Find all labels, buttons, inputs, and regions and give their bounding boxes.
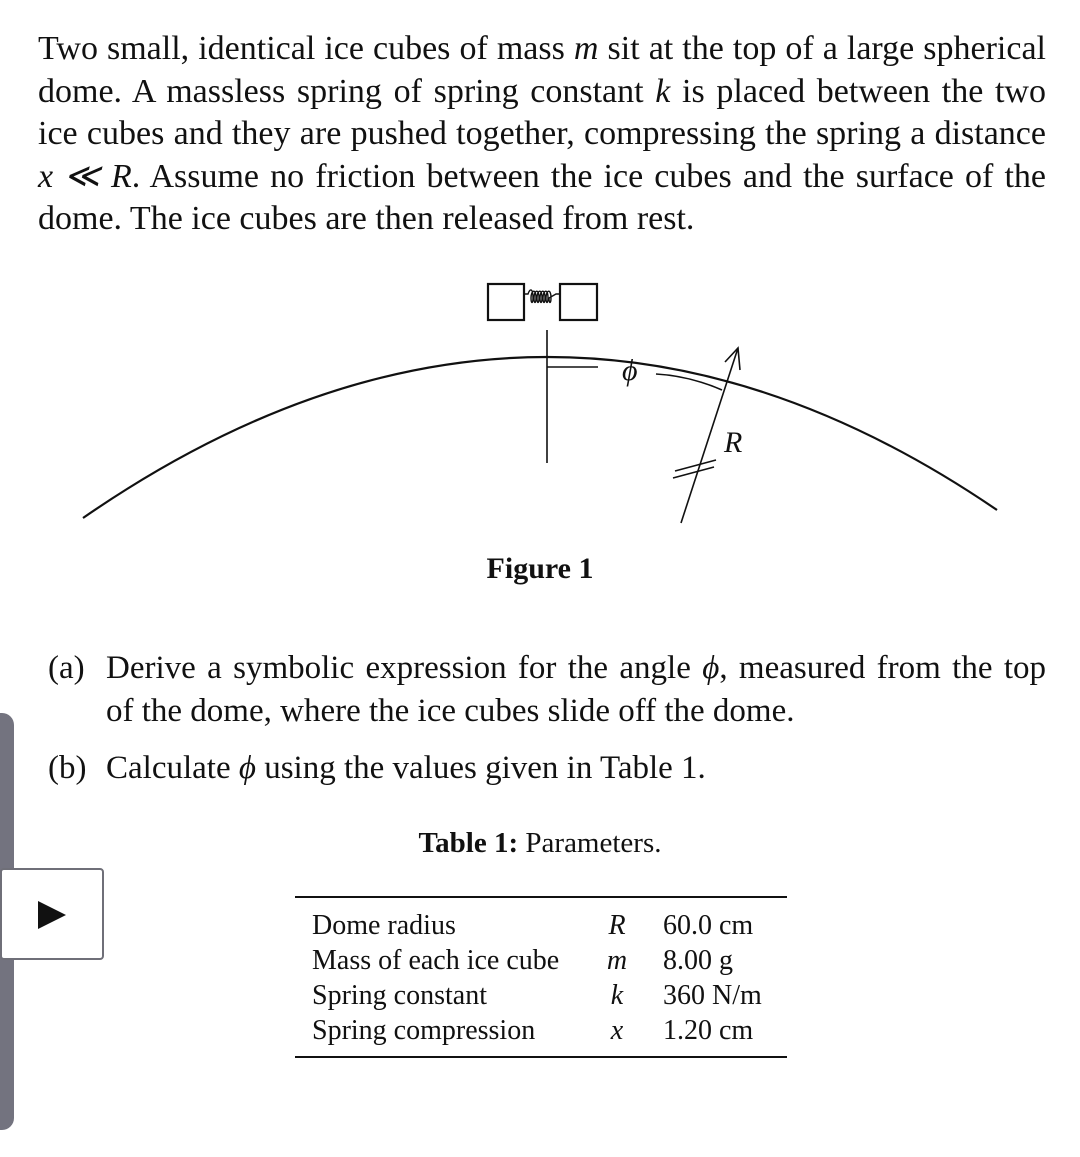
play-button[interactable] — [0, 868, 104, 960]
table-caption-text: Parameters. — [518, 827, 662, 859]
question-text — [106, 747, 706, 790]
table-caption — [0, 827, 1080, 860]
question-text — [106, 647, 1046, 733]
question-text-part: Calculate — [106, 750, 239, 786]
break-mark — [675, 460, 716, 471]
question-text-part: using the values given in Table 1. — [255, 750, 706, 786]
question-text-part: Derive a symbolic expression for the angle — [106, 650, 703, 686]
ice-cube-left — [488, 284, 524, 320]
intro-text: . Assume no friction between the ice cubes and the surface of the dome. The ice cubes are then released from rest. — [38, 157, 1046, 237]
table-caption-label: Table 1: — [418, 827, 519, 859]
dome-figure — [0, 270, 1080, 550]
phi-label: ϕ — [622, 354, 638, 387]
table-row — [295, 943, 787, 978]
spring — [524, 290, 560, 303]
param-value: 60.0 cm — [663, 910, 754, 941]
intro-text: Two small, identical ice cubes of mass — [38, 30, 574, 67]
question-label: (b) — [48, 750, 87, 786]
figure-caption: Figure 1 — [486, 552, 594, 585]
question-text-part: , measured from the top of the dome, where the ice cubes slide off the dome. — [106, 650, 1046, 729]
param-symbol: x — [610, 1015, 624, 1046]
table-row — [295, 978, 787, 1013]
question-label: (a) — [48, 650, 85, 686]
compression-condition: x ≪ R — [38, 157, 132, 195]
param-value: 8.00 g — [663, 945, 733, 976]
parameters-table — [295, 896, 787, 1058]
break-mark — [673, 467, 714, 478]
ice-cube-right — [560, 284, 597, 320]
mass-symbol: m — [573, 30, 599, 67]
param-name: Spring compression — [312, 1015, 536, 1046]
param-symbol: k — [610, 980, 624, 1011]
param-symbol: R — [608, 910, 626, 941]
problem-statement — [38, 28, 1046, 241]
spring-constant-symbol: k — [655, 72, 671, 110]
phi-symbol: ϕ — [702, 650, 720, 686]
param-name: Spring constant — [312, 980, 487, 1011]
radius-label: R — [724, 426, 743, 459]
param-value: 1.20 cm — [663, 1015, 754, 1046]
table-row — [295, 897, 787, 943]
param-value: 360 N/m — [663, 980, 762, 1011]
phi-symbol: ϕ — [238, 750, 256, 786]
intro-text: sit at the top of a large spherical dome. A massless spring of spring constant — [38, 30, 1046, 110]
param-name: Mass of each ice cube — [312, 945, 560, 976]
param-name: Dome radius — [312, 910, 456, 941]
play-icon — [38, 901, 66, 929]
intro-text: is placed between the two ice cubes and they are pushed together, compressing the spring a distance — [38, 72, 1046, 152]
question-a — [48, 647, 1048, 737]
table-row — [295, 1013, 787, 1057]
dome-surface — [83, 357, 997, 518]
param-symbol: m — [606, 945, 628, 976]
question-b — [48, 747, 948, 793]
